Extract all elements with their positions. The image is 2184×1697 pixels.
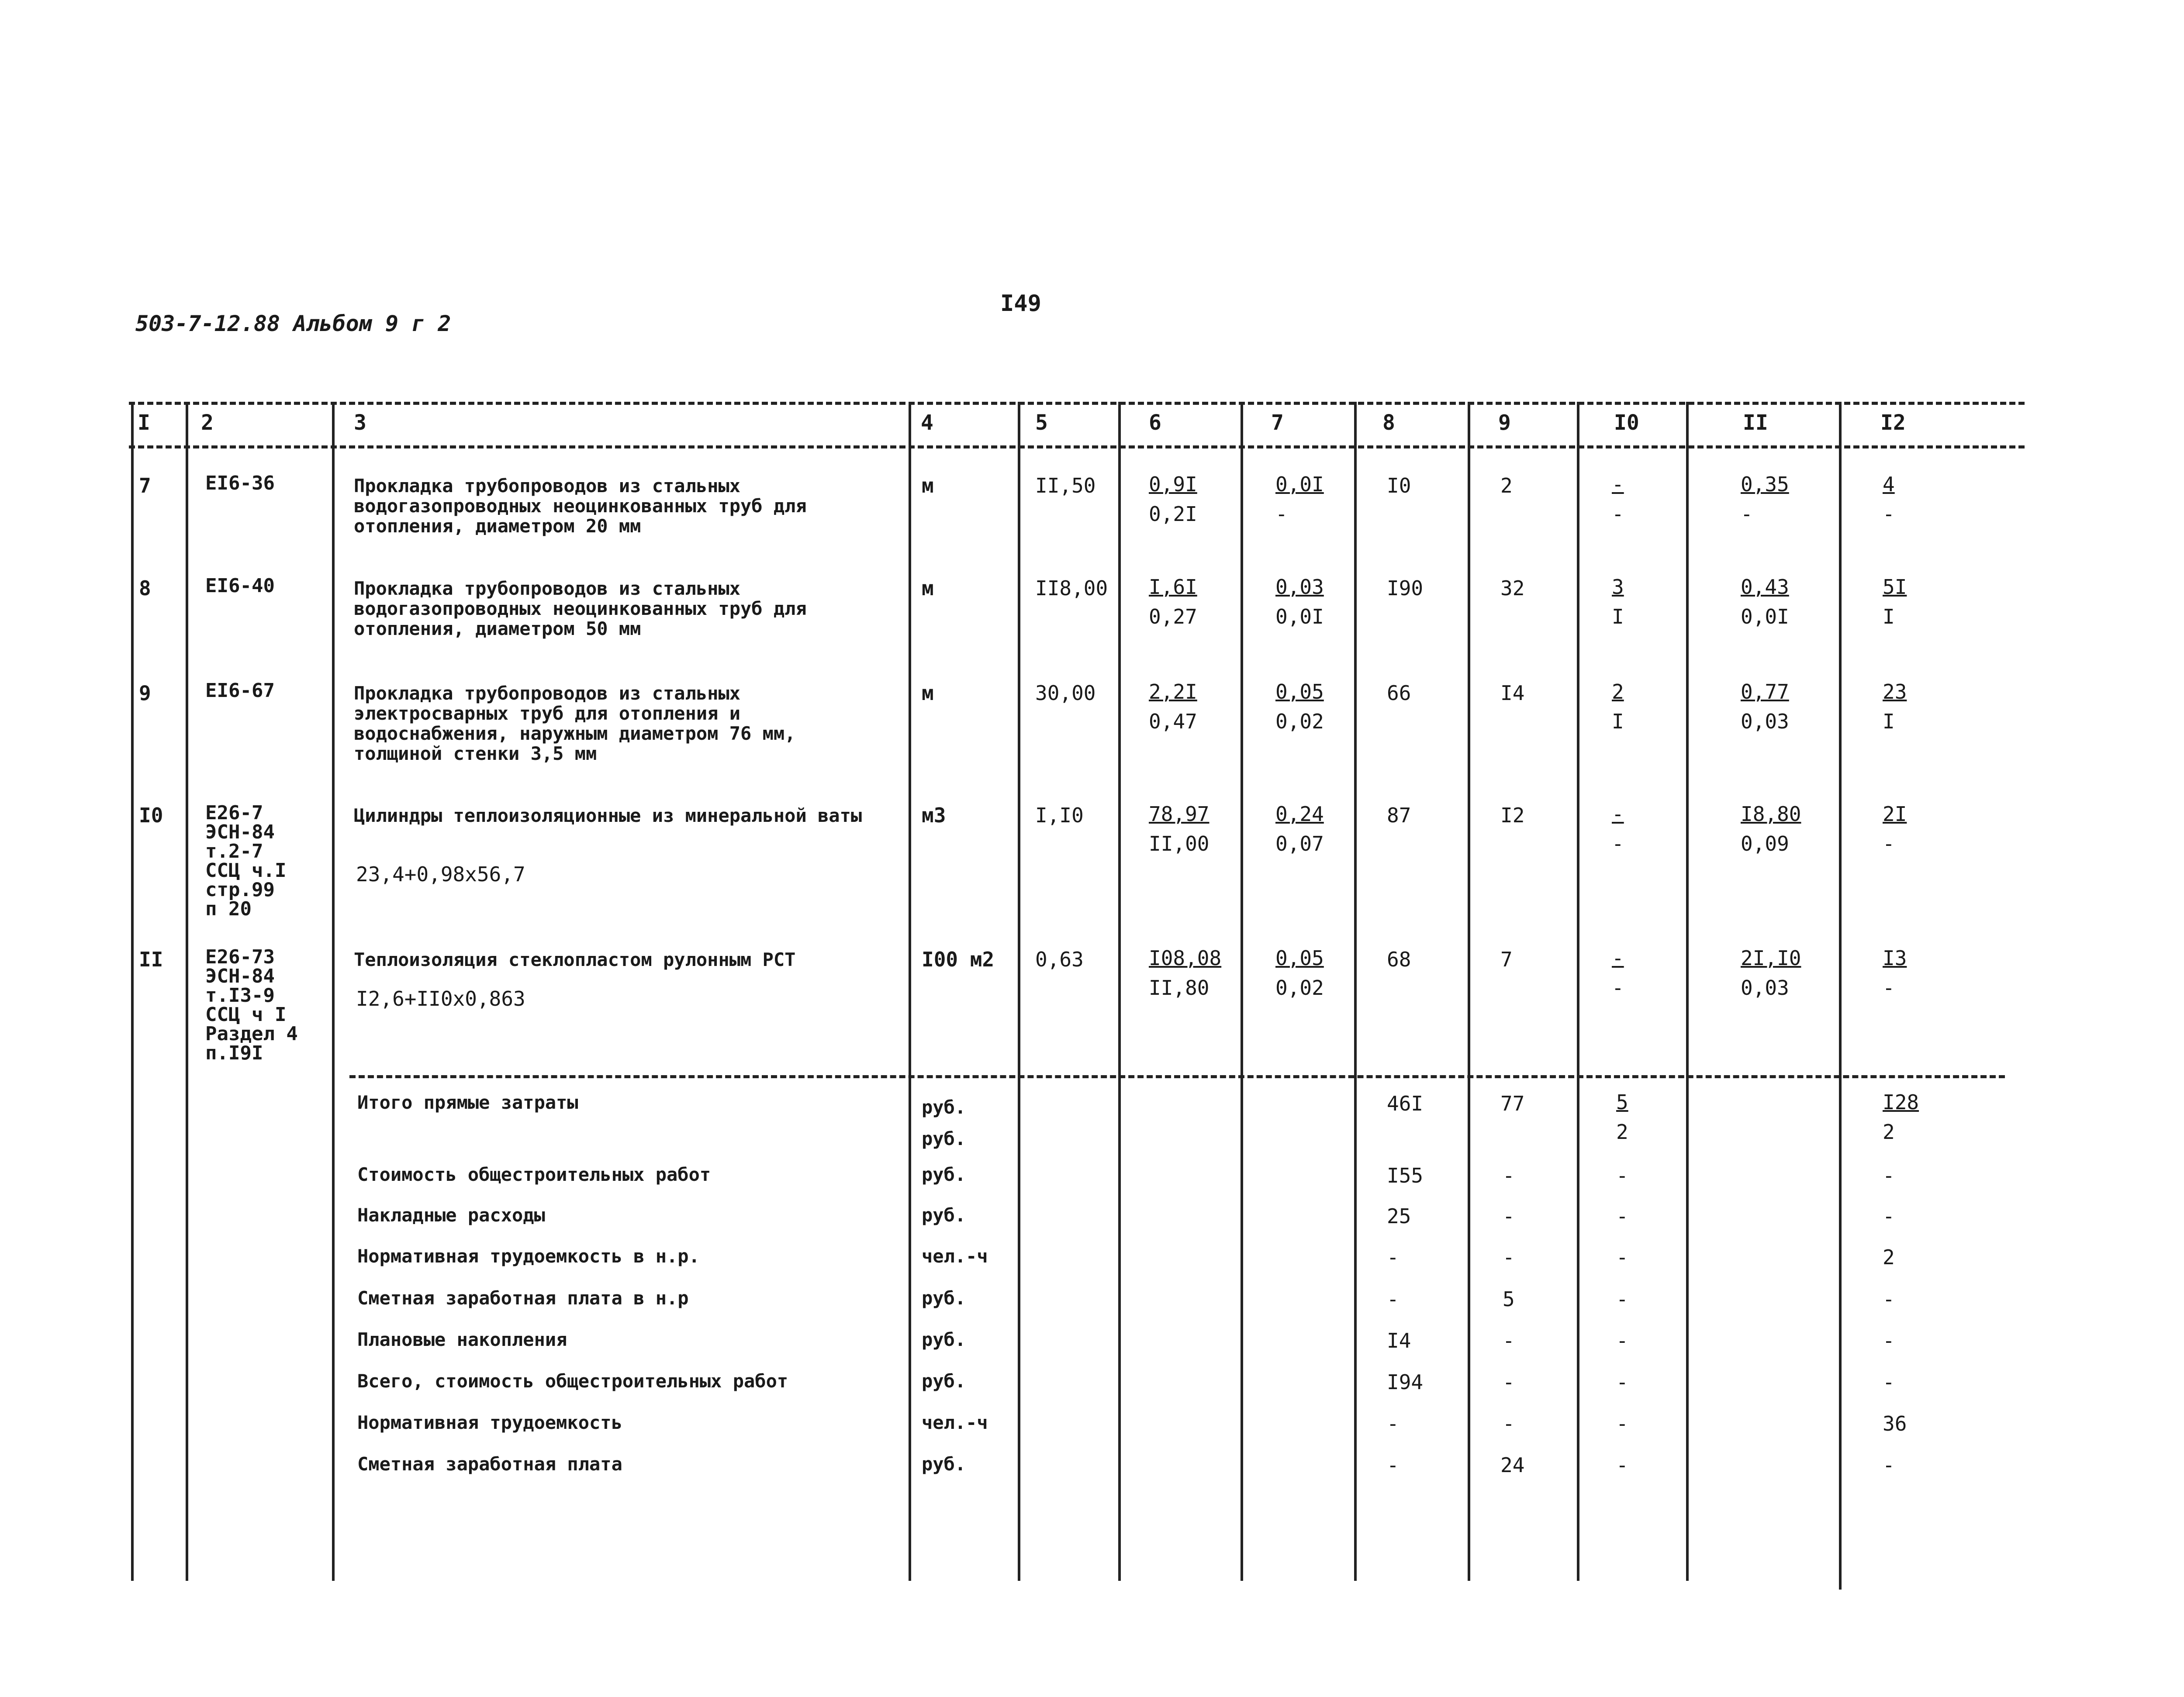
summary-col9: - bbox=[1503, 1329, 1515, 1352]
column-header: 7 bbox=[1271, 410, 1284, 435]
summary-label: Итого прямые затраты bbox=[357, 1092, 578, 1113]
cost-col7: 0,0I - bbox=[1275, 473, 1324, 526]
summary-label: Накладные расходы bbox=[357, 1204, 545, 1226]
norm-code: EI6-40 bbox=[205, 575, 275, 597]
cost-col10: - - bbox=[1612, 802, 1624, 855]
cost-col11: $\frac{2I,I0}{0,03}$ bbox=[1741, 946, 1801, 1000]
summary-col10: $\frac{5}{2}$ bbox=[1616, 1090, 1628, 1144]
cost-col7: $\frac{0,05}{0,02}$ bbox=[1275, 680, 1324, 733]
summary-label: Сметная заработная плата в н.р bbox=[357, 1287, 689, 1309]
cost-col10: $\frac{2}{I}$ bbox=[1612, 680, 1624, 733]
summary-separator-rule bbox=[349, 1075, 2005, 1078]
summary-col10: - bbox=[1616, 1287, 1628, 1311]
cost-col9: 7 bbox=[1500, 948, 1513, 971]
summary-col9: 24 bbox=[1500, 1453, 1525, 1477]
cost-col12: $\frac{5I}{I}$ bbox=[1883, 575, 1907, 628]
column-header: 2 bbox=[201, 410, 214, 435]
unit: м bbox=[922, 681, 934, 705]
formula: I2,6+II0x0,863 bbox=[356, 987, 525, 1011]
cost-col8: I90 bbox=[1387, 576, 1424, 600]
summary-label: Нормативная трудоемкость bbox=[357, 1412, 622, 1433]
quantity: II8,00 bbox=[1035, 576, 1108, 600]
cost-col8: 87 bbox=[1387, 804, 1411, 827]
column-divider bbox=[1686, 402, 1689, 1581]
document-code: 503-7-12.88 Альбом 9 г 2 bbox=[135, 311, 451, 336]
cost-col11: $\frac{I8,80}{0,09}$ bbox=[1741, 802, 1801, 855]
cost-col12: 2I - bbox=[1883, 802, 1907, 855]
cost-col6: $\frac{I,6I}{0,27}$ bbox=[1149, 575, 1197, 628]
summary-col12: - bbox=[1883, 1370, 1895, 1394]
summary-col8: I55 bbox=[1387, 1164, 1424, 1187]
quantity: 30,00 bbox=[1035, 681, 1096, 705]
summary-col10: - bbox=[1616, 1204, 1628, 1228]
page-number: I49 bbox=[1000, 290, 1041, 317]
summary-col12: 2 bbox=[1883, 1245, 1895, 1269]
cost-col10: - - bbox=[1612, 473, 1624, 526]
summary-col12: - bbox=[1883, 1453, 1895, 1477]
column-header: 8 bbox=[1382, 410, 1395, 435]
cost-col9: I4 bbox=[1500, 681, 1525, 705]
summary-col12: - bbox=[1883, 1204, 1895, 1228]
summary-col8: I94 bbox=[1387, 1370, 1424, 1394]
summary-unit: руб. bbox=[922, 1329, 966, 1350]
summary-col12: - bbox=[1883, 1164, 1895, 1187]
column-header: 3 bbox=[354, 410, 366, 435]
summary-label: Стоимость общестроительных работ bbox=[357, 1164, 711, 1185]
summary-col8: - bbox=[1387, 1453, 1399, 1477]
summary-col10: - bbox=[1616, 1370, 1628, 1394]
summary-unit: руб. bbox=[922, 1370, 966, 1392]
cost-col8: 68 bbox=[1387, 948, 1411, 971]
cost-col6: $\frac{I08,08}{II,80}$ bbox=[1149, 946, 1222, 1000]
column-divider bbox=[1354, 402, 1357, 1581]
summary-col12: 36 bbox=[1883, 1412, 1907, 1435]
cost-col11: $\frac{0,77}{0,03}$ bbox=[1741, 680, 1789, 733]
summary-col10: - bbox=[1616, 1453, 1628, 1477]
column-divider bbox=[1118, 402, 1121, 1581]
column-divider bbox=[1018, 402, 1020, 1581]
summary-unit: руб. bbox=[922, 1453, 966, 1475]
row-number: II bbox=[139, 948, 163, 971]
column-header: 4 bbox=[921, 410, 933, 435]
summary-label: Плановые накопления bbox=[357, 1329, 567, 1350]
cost-col12: I3 - bbox=[1883, 946, 1907, 1000]
summary-label: Нормативная трудоемкость в н.р. bbox=[357, 1245, 700, 1267]
cost-col10: $\frac{3}{I}$ bbox=[1612, 575, 1624, 628]
summary-col9: - bbox=[1503, 1164, 1515, 1187]
norm-code: E26-73 ЭСН-84 т.I3-9 ССЦ ч I Раздел 4 п.I9I bbox=[205, 946, 298, 1064]
work-description: Прокладка трубопроводов из стальных водогазопроводных неоцинкованных труб для отопления, диаметром 20 мм bbox=[354, 475, 807, 537]
column-divider bbox=[1241, 402, 1243, 1581]
row-number: 7 bbox=[139, 474, 151, 497]
column-divider bbox=[1839, 402, 1842, 1590]
summary-unit: руб. bbox=[922, 1164, 966, 1185]
unit: I00 м2 bbox=[922, 948, 995, 971]
cost-col9: 32 bbox=[1500, 576, 1525, 600]
cost-col8: 66 bbox=[1387, 681, 1411, 705]
summary-unit: руб. bbox=[922, 1204, 966, 1226]
cost-col7: $\frac{0,03}{0,0I}$ bbox=[1275, 575, 1324, 628]
formula: 23,4+0,98x56,7 bbox=[356, 862, 525, 886]
column-divider bbox=[131, 402, 134, 1581]
quantity: I,I0 bbox=[1035, 804, 1084, 827]
summary-unit: чел.-ч bbox=[922, 1245, 988, 1267]
summary-col12: - bbox=[1883, 1329, 1895, 1352]
work-description: Прокладка трубопроводов из стальных водогазопроводных неоцинкованных труб для отопления, диаметром 50 мм bbox=[354, 578, 807, 639]
norm-code: EI6-36 bbox=[205, 472, 275, 494]
work-description: Теплоизоляция стеклопластом рулонным РСТ bbox=[354, 949, 796, 970]
norm-code: E26-7 ЭСН-84 т.2-7 ССЦ ч.I стр.99 п 20 bbox=[205, 802, 287, 920]
column-header: I0 bbox=[1614, 410, 1639, 435]
summary-col9: - bbox=[1503, 1370, 1515, 1394]
summary-col10: - bbox=[1616, 1329, 1628, 1352]
column-header: II bbox=[1743, 410, 1768, 435]
column-header: 5 bbox=[1035, 410, 1048, 435]
summary-label: Всего, стоимость общестроительных работ bbox=[357, 1370, 788, 1392]
cost-col12: 4 - bbox=[1883, 473, 1895, 526]
column-header: 6 bbox=[1149, 410, 1161, 435]
column-divider bbox=[1468, 402, 1470, 1581]
column-divider bbox=[186, 402, 188, 1581]
column-divider bbox=[909, 402, 911, 1581]
summary-col8: - bbox=[1387, 1245, 1399, 1269]
summary-col9: 5 bbox=[1503, 1287, 1515, 1311]
summary-col8: - bbox=[1387, 1412, 1399, 1435]
cost-col8: I0 bbox=[1387, 474, 1411, 497]
summary-col8: I4 bbox=[1387, 1329, 1411, 1352]
norm-code: EI6-67 bbox=[205, 679, 275, 702]
summary-col10: - bbox=[1616, 1412, 1628, 1435]
unit: м bbox=[922, 474, 934, 497]
summary-col12: - bbox=[1883, 1287, 1895, 1311]
summary-label: Сметная заработная плата bbox=[357, 1453, 622, 1475]
summary-col9: - bbox=[1503, 1204, 1515, 1228]
quantity: 0,63 bbox=[1035, 948, 1084, 971]
cost-col7: $\frac{0,24}{0,07}$ bbox=[1275, 802, 1324, 855]
summary-unit: руб. руб. bbox=[922, 1097, 966, 1149]
summary-col9: - bbox=[1503, 1245, 1515, 1269]
column-divider bbox=[332, 402, 335, 1581]
summary-col10: - bbox=[1616, 1245, 1628, 1269]
cost-col11: $\frac{0,43}{0,0I}$ bbox=[1741, 575, 1789, 628]
cost-col9: 2 bbox=[1500, 474, 1513, 497]
work-description: Прокладка трубопроводов из стальных электросварных труб для отопления и водоснабжения, наружным диаметром 76 мм, толщиной стенки 3,5 мм bbox=[354, 683, 796, 764]
summary-col8: 25 bbox=[1387, 1204, 1411, 1228]
column-divider bbox=[1577, 402, 1579, 1581]
unit: м3 bbox=[922, 804, 946, 827]
cost-col7: $\frac{0,05}{0,02}$ bbox=[1275, 946, 1324, 1000]
summary-col9: - bbox=[1503, 1412, 1515, 1435]
quantity: II,50 bbox=[1035, 474, 1096, 497]
summary-col12: $\frac{I28}{2}$ bbox=[1883, 1090, 1919, 1144]
column-header: 9 bbox=[1498, 410, 1511, 435]
cost-col6: $\frac{78,97}{II,00}$ bbox=[1149, 802, 1209, 855]
cost-col9: I2 bbox=[1500, 804, 1525, 827]
summary-unit: чел.-ч bbox=[922, 1412, 988, 1433]
unit: м bbox=[922, 576, 934, 600]
row-number: I0 bbox=[139, 804, 163, 827]
cost-col11: 0,35 - bbox=[1741, 473, 1789, 526]
column-header: I2 bbox=[1880, 410, 1906, 435]
row-number: 9 bbox=[139, 681, 151, 705]
summary-unit: руб. bbox=[922, 1287, 966, 1309]
cost-col6: $\frac{0,9I}{0,2I}$ bbox=[1149, 473, 1197, 526]
cost-col6: $\frac{2,2I}{0,47}$ bbox=[1149, 680, 1197, 733]
cost-col12: $\frac{23}{I}$ bbox=[1883, 680, 1907, 733]
work-description: Цилиндры теплоизоляционные из минеральной ваты bbox=[354, 805, 862, 826]
cost-col10: - - bbox=[1612, 946, 1624, 1000]
table-top-rule bbox=[129, 402, 2025, 405]
header-bottom-rule bbox=[129, 445, 2025, 448]
summary-col9: 77 bbox=[1500, 1092, 1525, 1115]
summary-col8: 46I bbox=[1387, 1092, 1424, 1115]
column-header: I bbox=[138, 410, 150, 435]
row-number: 8 bbox=[139, 576, 151, 600]
summary-col8: - bbox=[1387, 1287, 1399, 1311]
summary-col10: - bbox=[1616, 1164, 1628, 1187]
